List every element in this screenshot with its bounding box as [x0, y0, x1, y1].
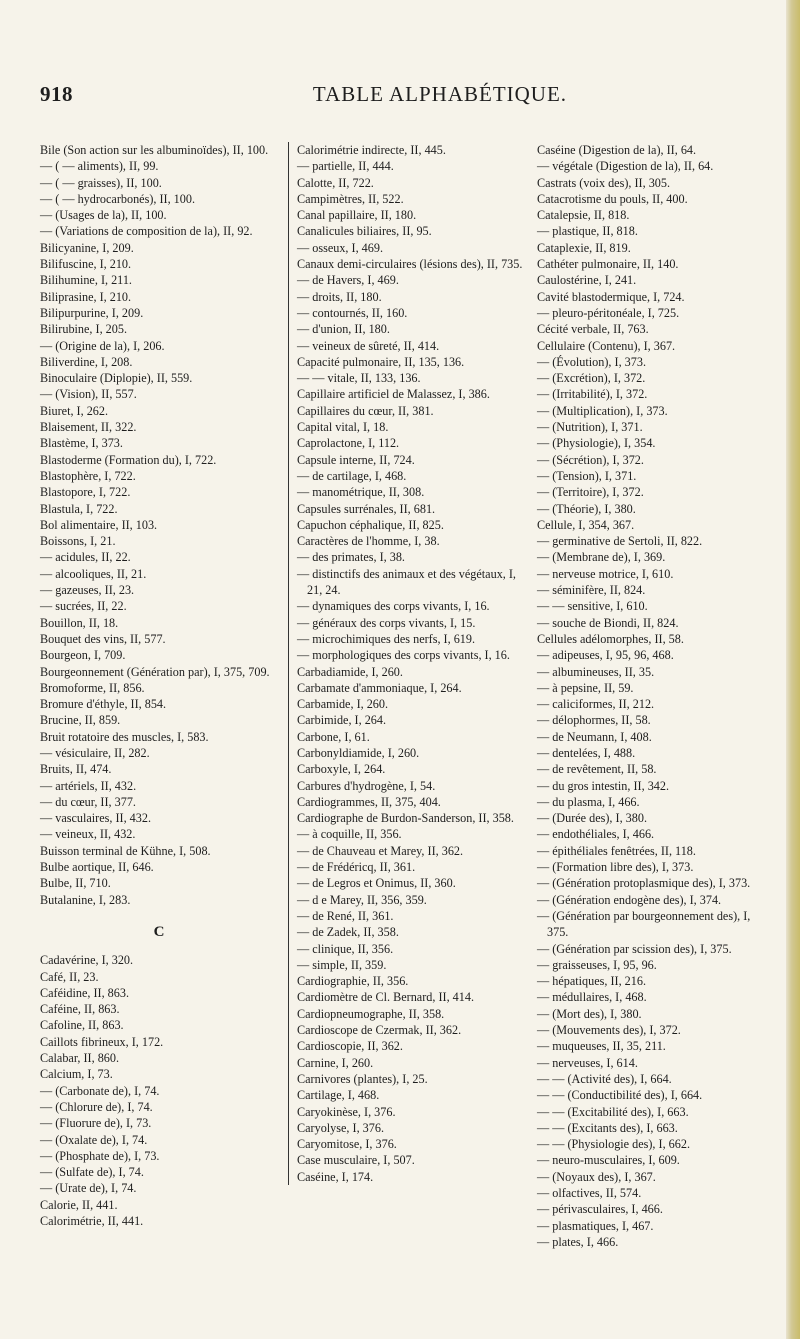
index-entry: Cardiographe de Burdon-Sanderson, II, 358.	[297, 811, 514, 826]
index-entry: Campimètres, II, 522.	[297, 191, 404, 206]
index-entry: — (Génération par scission des), I, 375.	[537, 941, 732, 956]
index-column-3	[537, 142, 765, 1250]
index-entry: Caryolyse, I, 376.	[297, 1120, 384, 1135]
index-column-1	[40, 142, 278, 1229]
index-entry: — pleuro-péritonéale, I, 725.	[537, 305, 680, 320]
index-entry: Caryomitose, I, 376.	[297, 1137, 397, 1152]
index-entry: — osseux, I, 469.	[297, 240, 383, 255]
index-entry: Calorimétrie indirecte, II, 445.	[297, 143, 446, 157]
index-entry: — (Sécrétion), I, 372.	[537, 452, 644, 467]
index-entry: — (Physiologie), I, 354.	[537, 436, 656, 451]
index-entry: — neuro-musculaires, I, 609.	[537, 1153, 680, 1168]
index-entry: — — (Physiologie des), I, 662.	[537, 1137, 691, 1152]
index-entry: Carnine, I, 260.	[297, 1055, 374, 1070]
page-header	[40, 82, 760, 112]
index-entry: — (Excrétion), I, 372.	[537, 371, 646, 386]
index-entry: Cardiomètre de Cl. Bernard, II, 414.	[297, 990, 475, 1005]
index-entry: — de revêtement, II, 58.	[537, 762, 657, 777]
index-entry: — (Fluorure de), I, 73.	[40, 1116, 152, 1131]
index-entry: Brucine, II, 859.	[40, 713, 121, 728]
index-entry: — médullaires, I, 468.	[537, 990, 647, 1005]
index-entry: — de Neumann, I, 408.	[537, 729, 652, 744]
index-entry: Bile (Son action sur les albuminoïdes), II, 100.	[40, 143, 269, 157]
index-entry: Cardioscope de Czermak, II, 362.	[297, 1023, 462, 1038]
index-entry: Canalicules biliaires, II, 95.	[297, 224, 432, 239]
index-entry: — sucrées, II, 22.	[40, 599, 127, 614]
index-entry: — veineux de sûreté, II, 414.	[297, 338, 440, 353]
index-entry: — alcooliques, II, 21.	[40, 566, 147, 581]
index-entry: — — (Activité des), I, 664.	[537, 1071, 672, 1086]
index-entry: Blastophère, I, 722.	[40, 468, 136, 483]
index-entry: Bouillon, II, 18.	[40, 615, 119, 630]
index-entry: — nerveuses, I, 614.	[537, 1055, 638, 1070]
index-entry: Cataplexie, II, 819.	[537, 240, 631, 255]
index-entry: — à coquille, II, 356.	[297, 827, 402, 842]
index-entry: Capsule interne, II, 724.	[297, 452, 415, 467]
index-entry: Caséine (Digestion de la), II, 64.	[537, 143, 697, 157]
index-entry: Caféidine, II, 863.	[40, 985, 130, 1000]
index-entry: Cécité verbale, II, 763.	[537, 322, 649, 337]
index-entry: Carnivores (plantes), I, 25.	[297, 1071, 428, 1086]
index-entry: Biuret, I, 262.	[40, 403, 109, 418]
index-entry: — de René, II, 361.	[297, 908, 394, 923]
index-entry: Castrats (voix des), II, 305.	[537, 175, 671, 190]
index-entry: — (Génération protoplasmique des), I, 373.	[537, 876, 751, 891]
index-entry: — microchimiques des nerfs, I, 619.	[297, 631, 476, 646]
index-entry: Carbures d'hydrogène, I, 54.	[297, 778, 436, 793]
index-entry: Caséine, I, 174.	[297, 1169, 374, 1184]
index-entry: Biliverdine, I, 208.	[40, 354, 133, 369]
index-entry: Blastème, I, 373.	[40, 436, 123, 451]
index-entry: — contournés, II, 160.	[297, 305, 408, 320]
index-entry: Cardioscopie, II, 362.	[297, 1039, 403, 1054]
index-entry: Blaisement, II, 322.	[40, 420, 137, 435]
section-letter: C	[153, 923, 165, 940]
index-entry: Cadavérine, I, 320.	[40, 953, 134, 968]
index-entry: Cellule, I, 354, 367.	[537, 517, 635, 532]
index-entry: Carbadiamide, I, 260.	[297, 664, 403, 679]
index-entry: — généraux des corps vivants, I, 15.	[297, 615, 476, 630]
index-entry: Catalepsie, II, 818.	[537, 208, 630, 223]
index-entry: — (Tension), I, 371.	[537, 468, 637, 483]
index-entry: Bulbe, II, 710.	[40, 876, 111, 891]
index-entry: Bruit rotatoire des muscles, I, 583.	[40, 729, 209, 744]
index-entry: — distinctifs des animaux et des végétaux, I, 21, 24.	[297, 566, 516, 598]
index-entry: Butalanine, I, 283.	[40, 892, 131, 907]
index-entry: Carbimide, I, 264.	[297, 713, 387, 728]
index-entry: — nerveuse motrice, I, 610.	[537, 566, 674, 581]
index-entry: Carbamate d'ammoniaque, I, 264.	[297, 680, 462, 695]
index-entry: Capillaire artificiel de Malassez, I, 386.	[297, 387, 490, 402]
index-entry: Cardiopneumographe, II, 358.	[297, 1006, 445, 1021]
index-entry: — plates, I, 466.	[537, 1234, 619, 1249]
index-entry: — épithéliales fenêtrées, II, 118.	[537, 843, 696, 858]
index-entry: — — (Excitants des), I, 663.	[537, 1120, 678, 1135]
index-entry: Capsules surrénales, II, 681.	[297, 501, 436, 516]
index-entry: — (Irritabilité), I, 372.	[537, 387, 648, 402]
index-entry: — (Territoire), I, 372.	[537, 485, 644, 500]
index-entry: — périvasculaires, I, 466.	[537, 1202, 663, 1217]
index-entry: — à pepsine, II, 59.	[537, 680, 634, 695]
index-entry: — — (Conductibilité des), I, 664.	[537, 1088, 703, 1103]
index-entry: — germinative de Sertoli, II, 822.	[537, 534, 703, 549]
index-entry: — de Frédéricq, II, 361.	[297, 860, 416, 875]
index-entry: Cardiogrammes, II, 375, 404.	[297, 794, 441, 809]
index-entry: — séminifère, II, 824.	[537, 583, 646, 598]
index-entry: — dentelées, I, 488.	[537, 745, 636, 760]
index-entry: — caliciformes, II, 212.	[537, 697, 655, 712]
index-entry: — (Mouvements des), I, 372.	[537, 1023, 681, 1038]
page-number: 918	[40, 82, 73, 106]
index-entry: Biliprasine, I, 210.	[40, 289, 132, 304]
index-entry: Calcium, I, 73.	[40, 1067, 113, 1082]
index-entry: — délophormes, II, 58.	[537, 713, 651, 728]
index-entry: — ( — graisses), II, 100.	[40, 175, 162, 190]
index-entry: Cavité blastodermique, I, 724.	[537, 289, 685, 304]
index-entry: — de cartilage, I, 468.	[297, 468, 407, 483]
index-entry: Bulbe aortique, II, 646.	[40, 860, 154, 875]
index-entry: — (Formation libre des), I, 373.	[537, 860, 694, 875]
index-entry: Bilirubine, I, 205.	[40, 322, 127, 337]
index-entry: Capillaires du cœur, II, 381.	[297, 403, 434, 418]
index-entry: Bol alimentaire, II, 103.	[40, 517, 158, 532]
index-entry: Bromoforme, II, 856.	[40, 680, 145, 695]
index-entry: — (Urate de), I, 74.	[40, 1181, 137, 1196]
index-entry: — plasmatiques, I, 467.	[537, 1218, 654, 1233]
index-entry: Canal papillaire, II, 180.	[297, 208, 417, 223]
index-column-2	[288, 142, 529, 1185]
index-entry: Bilicyanine, I, 209.	[40, 240, 134, 255]
index-entry: — adipeuses, I, 95, 96, 468.	[537, 648, 674, 663]
index-entry: — (Sulfate de), I, 74.	[40, 1165, 144, 1180]
index-entry: — des primates, I, 38.	[297, 550, 405, 565]
index-entry: Caulostérine, I, 241.	[537, 273, 637, 288]
index-entry: — dynamiques des corps vivants, I, 16.	[297, 599, 490, 614]
index-entry: — (Carbonate de), I, 74.	[40, 1083, 160, 1098]
index-entry: — morphologiques des corps vivants, I, 16.	[297, 648, 510, 663]
index-entry: — ( — hydrocarbonés), II, 100.	[40, 191, 196, 206]
index-entry: Cellules adélomorphes, II, 58.	[537, 631, 684, 646]
index-entry: Binoculaire (Diplopie), II, 559.	[40, 371, 193, 386]
index-entry: Capacité pulmonaire, II, 135, 136.	[297, 354, 465, 369]
index-entry: — — (Excitabilité des), I, 663.	[537, 1104, 689, 1119]
index-entry: Carbonyldiamide, I, 260.	[297, 745, 420, 760]
index-entry: — d'union, II, 180.	[297, 322, 390, 337]
index-entry: — gazeuses, II, 23.	[40, 583, 135, 598]
index-entry: Carbamide, I, 260.	[297, 697, 389, 712]
index-entry: — végétale (Digestion de la), II, 64.	[537, 159, 714, 174]
index-entry: Caractères de l'homme, I, 38.	[297, 534, 440, 549]
index-entry: Calorimétrie, II, 441.	[40, 1214, 144, 1228]
index-entry: — albumineuses, II, 35.	[537, 664, 655, 679]
index-entry: Bilihumine, I, 211.	[40, 273, 132, 288]
index-entry: Boissons, I, 21.	[40, 534, 116, 549]
index-entry: — — sensitive, I, 610.	[537, 599, 648, 614]
index-entry: Catacrotisme du pouls, II, 400.	[537, 191, 688, 206]
index-entry: — manométrique, II, 308.	[297, 485, 425, 500]
index-entry: — veineux, II, 432.	[40, 827, 136, 842]
index-entry: — droits, II, 180.	[297, 289, 382, 304]
index-entry: — simple, II, 359.	[297, 957, 387, 972]
index-entry: — clinique, II, 356.	[297, 941, 394, 956]
index-entry: Cafoline, II, 863.	[40, 1018, 124, 1033]
index-entry: — ( — aliments), II, 99.	[40, 159, 159, 174]
index-entry: — endothéliales, I, 466.	[537, 827, 655, 842]
index-entry: Carboxyle, I, 264.	[297, 762, 386, 777]
index-entry: Cathéter pulmonaire, II, 140.	[537, 257, 679, 272]
page-edge-strip	[786, 0, 800, 1339]
index-entry: — (Oxalate de), I, 74.	[40, 1132, 148, 1147]
index-entry: — olfactives, II, 574.	[537, 1186, 642, 1200]
index-entry: Cartilage, I, 468.	[297, 1088, 380, 1103]
index-entry: — (Théorie), I, 380.	[537, 501, 636, 516]
index-entry: Bourgeonnement (Génération par), I, 375, 709.	[40, 664, 270, 679]
index-entry: — muqueuses, II, 35, 211.	[537, 1039, 666, 1054]
index-entry: Calotte, II, 722.	[297, 175, 374, 190]
index-entry: — (Durée des), I, 380.	[537, 811, 647, 826]
index-entry: Caryokinèse, I, 376.	[297, 1104, 396, 1119]
index-entry: — hépatiques, II, 216.	[537, 974, 646, 989]
index-entry: — du plasma, I, 466.	[537, 794, 640, 809]
index-entry: Café, II, 23.	[40, 969, 99, 984]
index-entry: Bouquet des vins, II, 577.	[40, 631, 166, 646]
index-entry: — (Génération par bourgeonnement des), I, 375.	[537, 908, 751, 940]
running-title: TABLE ALPHABÉTIQUE.	[312, 82, 568, 106]
index-entry: Buisson terminal de Kühne, I, 508.	[40, 843, 211, 858]
index-entry: Bilifuscine, I, 210.	[40, 257, 132, 272]
index-entry: — (Usages de la), II, 100.	[40, 208, 167, 223]
index-entry: — (Noyaux des), I, 367.	[537, 1169, 656, 1184]
index-entry: — du cœur, II, 377.	[40, 794, 136, 809]
index-entry: — artériels, II, 432.	[40, 778, 137, 793]
index-entry: — du gros intestin, II, 342.	[537, 778, 670, 793]
index-entry: Capuchon céphalique, II, 825.	[297, 517, 444, 532]
index-entry: — de Legros et Onimus, II, 360.	[297, 876, 456, 891]
index-entry: Canaux demi-circulaires (lésions des), II, 735.	[297, 257, 523, 272]
index-entry: — (Phosphate de), I, 73.	[40, 1148, 160, 1163]
index-entry: — (Génération endogène des), I, 374.	[537, 892, 722, 907]
index-entry: — de Zadek, II, 358.	[297, 925, 399, 940]
index-entry: — vasculaires, II, 432.	[40, 811, 152, 826]
index-entry: Blastopore, I, 722.	[40, 485, 131, 500]
index-entry: Cellulaire (Contenu), I, 367.	[537, 338, 676, 353]
index-entry: — (Mort des), I, 380.	[537, 1006, 642, 1021]
index-entry: — d e Marey, II, 356, 359.	[297, 892, 427, 907]
index-entry: — (Membrane de), I, 369.	[537, 550, 666, 565]
index-entry: Capital vital, I, 18.	[297, 420, 389, 435]
index-entry: — (Chlorure de), I, 74.	[40, 1099, 153, 1114]
index-entry: — graisseuses, I, 95, 96.	[537, 957, 657, 972]
index-entry: — (Origine de la), I, 206.	[40, 338, 165, 353]
index-entry: — (Multiplication), I, 373.	[537, 403, 668, 418]
index-entry: — de Chauveau et Marey, II, 362.	[297, 843, 464, 858]
index-entry: — (Évolution), I, 373.	[537, 354, 646, 369]
index-entry: — acidules, II, 22.	[40, 550, 131, 565]
index-entry: — — vitale, II, 133, 136.	[297, 371, 421, 386]
index-entry: — plastique, II, 818.	[537, 224, 638, 239]
index-entry: Blastula, I, 722.	[40, 501, 118, 516]
index-entry: Calabar, II, 860.	[40, 1051, 120, 1066]
index-entry: Case musculaire, I, 507.	[297, 1153, 415, 1168]
index-entry: Bilipurpurine, I, 209.	[40, 305, 144, 320]
index-entry: — partielle, II, 444.	[297, 159, 394, 174]
index-entry: Carbone, I, 61.	[297, 729, 370, 744]
index-entry: — souche de Biondi, II, 824.	[537, 615, 679, 630]
index-entry: — (Nutrition), I, 371.	[537, 420, 643, 435]
index-entry: — de Havers, I, 469.	[297, 273, 399, 288]
index-entry: Caféine, II, 863.	[40, 1002, 120, 1017]
index-entry: Caprolactone, I, 112.	[297, 436, 400, 451]
index-entry: Blastoderme (Formation du), I, 722.	[40, 452, 217, 467]
index-entry: Bruits, II, 474.	[40, 762, 112, 777]
index-entry: Caillots fibrineux, I, 172.	[40, 1034, 164, 1049]
index-entry: Bourgeon, I, 709.	[40, 648, 126, 663]
index-entry: — vésiculaire, II, 282.	[40, 745, 150, 760]
index-entry: Bromure d'éthyle, II, 854.	[40, 697, 167, 712]
index-entry: — (Vision), II, 557.	[40, 387, 137, 402]
index-entry: Cardiographie, II, 356.	[297, 974, 409, 989]
index-entry: Calorie, II, 441.	[40, 1197, 118, 1212]
index-entry: — (Variations de composition de la), II, 92.	[40, 224, 253, 239]
